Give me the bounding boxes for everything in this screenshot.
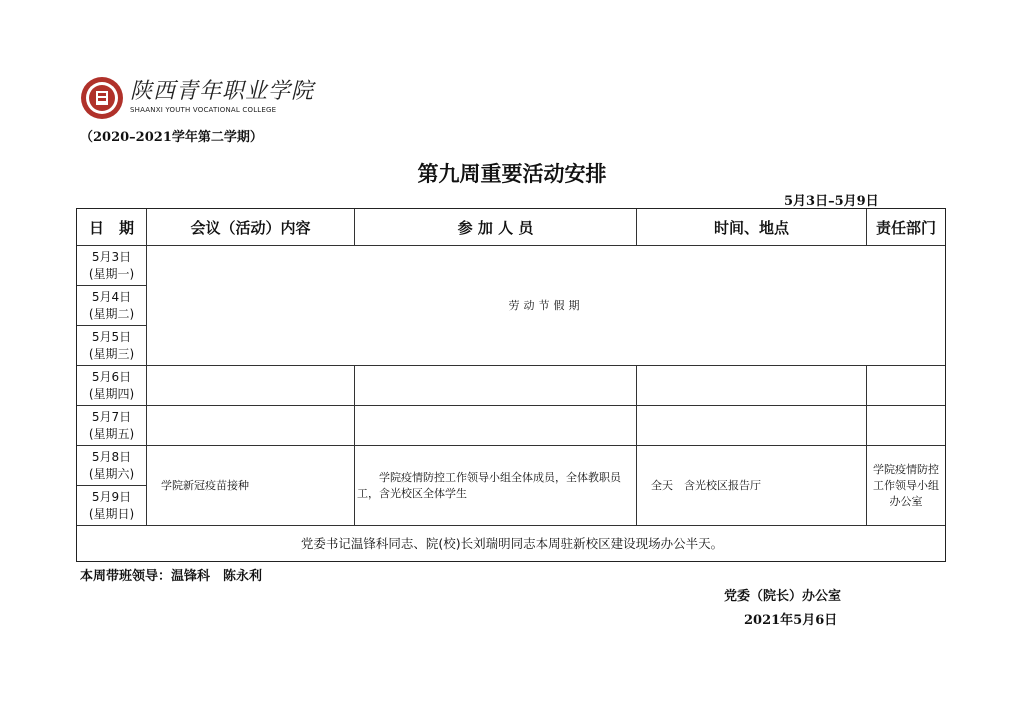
day-cell-thu xyxy=(77,366,146,405)
date-range: 5月3日–5月9日 xyxy=(784,194,879,209)
issuing-office: 党委（院长）办公室 xyxy=(724,589,842,604)
column-header-date: 日 期 xyxy=(88,218,134,237)
day-date: 5月8日 xyxy=(91,449,132,464)
school-name-en: SHAANXI YOUTH VOCATIONAL COLLEGE xyxy=(130,106,277,114)
day-cell-wed xyxy=(77,326,146,365)
day-date: 5月9日 xyxy=(91,489,132,504)
day-cell-sat xyxy=(77,446,146,485)
day-cell-fri xyxy=(77,406,146,445)
day-cell-tue xyxy=(77,286,146,325)
column-header-department: 责任部门 xyxy=(875,218,936,237)
column-header-content: 会议（活动）内容 xyxy=(190,218,311,237)
column-header-time-place: 时间、地点 xyxy=(713,218,789,237)
day-date: 5月3日 xyxy=(91,249,132,264)
day-date: 5月4日 xyxy=(91,289,132,304)
day-weekday: (星期四) xyxy=(88,386,135,401)
event-content: 学院新冠疫苗接种 xyxy=(161,478,249,492)
day-cell-sun xyxy=(77,486,146,525)
table-divider xyxy=(77,365,945,366)
semester-label: （2020–2021学年第二学期） xyxy=(80,130,263,145)
table-note: 党委书记温锋科同志、院(校)长刘瑞明同志本周驻新校区建设现场办公半天。 xyxy=(300,536,724,551)
duty-leaders: 本周带班领导：温锋科 陈永利 xyxy=(80,569,263,584)
page-title: 第九周重要活动安排 xyxy=(417,161,607,186)
day-weekday: (星期二) xyxy=(88,306,135,321)
issue-date: 2021年5月6日 xyxy=(744,613,838,628)
day-weekday: (星期五) xyxy=(88,426,135,441)
event-time-place: 全天 含光校区报告厅 xyxy=(651,478,761,492)
event-participants: 学院疫情防控工作领导小组全体成员，全体教职员工，含光校区全体学生 xyxy=(357,470,621,500)
day-weekday: (星期日) xyxy=(88,506,135,521)
column-header-participants: 参 加 人 员 xyxy=(457,218,534,237)
holiday-cell: 劳动节假期 xyxy=(508,298,584,312)
day-cell-mon xyxy=(77,246,146,285)
college-logo xyxy=(80,76,124,120)
day-date: 5月6日 xyxy=(91,369,132,384)
table-divider xyxy=(77,405,945,406)
logo-text xyxy=(130,80,314,114)
day-weekday: (星期一) xyxy=(88,266,135,281)
day-weekday: (星期三) xyxy=(88,346,135,361)
school-name-cn: 陕西青年职业学院 xyxy=(130,79,315,104)
schedule-table xyxy=(76,208,946,562)
day-date: 5月5日 xyxy=(91,329,132,344)
day-date: 5月7日 xyxy=(91,409,132,424)
day-weekday: (星期六) xyxy=(88,466,135,481)
event-department: 学院疫情防控工作领导小组办公室 xyxy=(873,462,939,508)
